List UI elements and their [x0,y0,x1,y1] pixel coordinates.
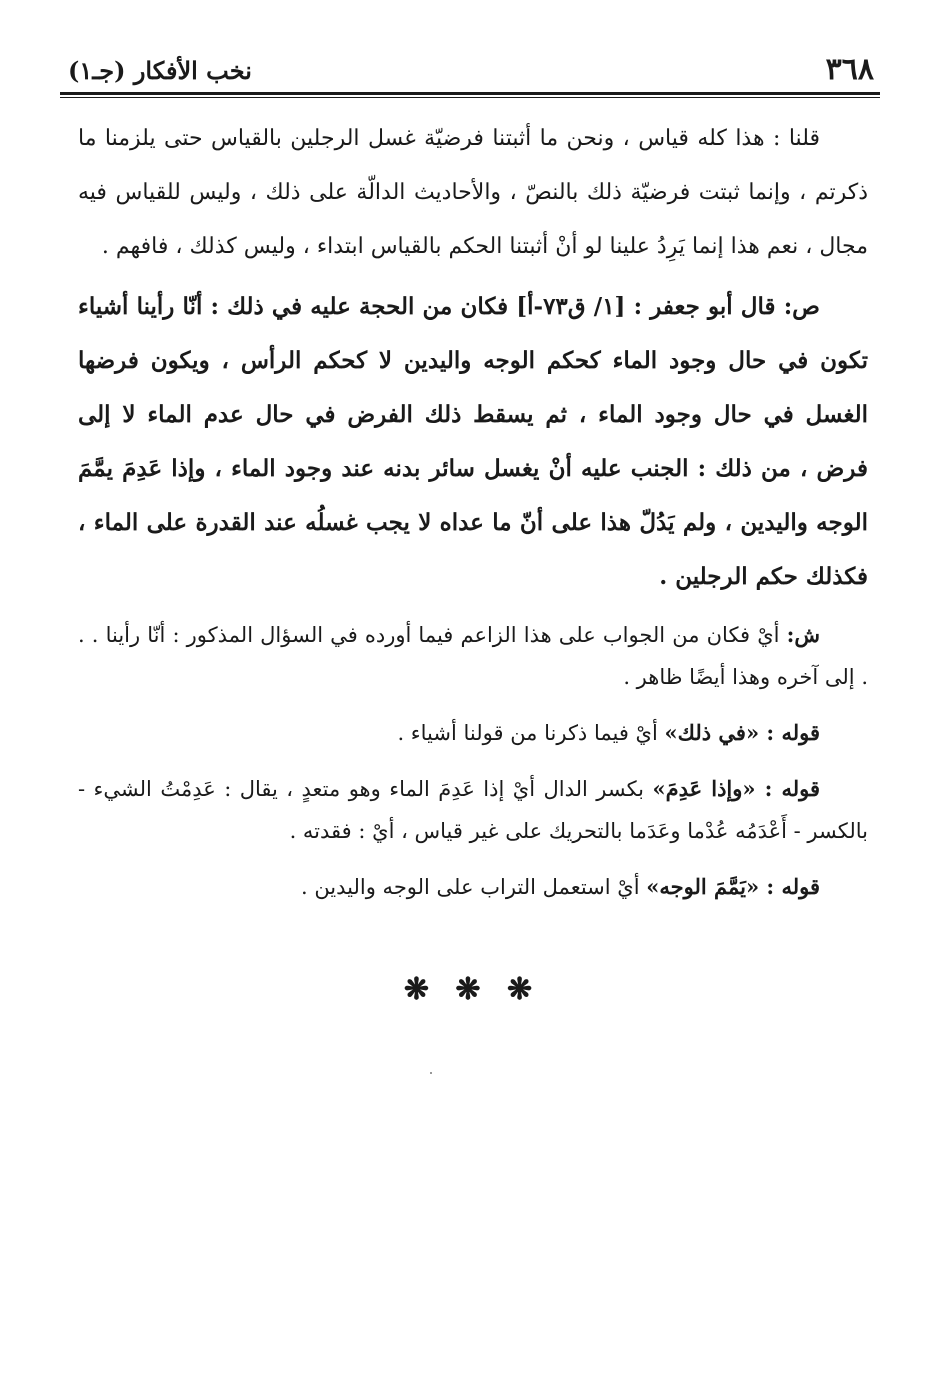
page-header [66,52,876,92]
qawl-label-1: قوله : «في ذلك» [664,720,820,745]
qawl-text-1: أيْ فيما ذكرنا من قولنا أشياء . [397,721,658,745]
scan-speck [430,1072,432,1074]
paragraph-response [78,112,868,274]
page-body [78,112,868,908]
qawl-paragraph-3 [78,866,868,908]
qawl-label-2: قوله : «وإذا عَدِمَ» [652,776,820,801]
sharh-label: ش: [786,622,820,647]
qawl-paragraph-2 [78,768,868,852]
page-number: ٣٦٨ [825,52,874,87]
section-end-ornament: ❋ ❋ ❋ [403,972,541,1007]
qawl-paragraph-1 [78,712,868,754]
header-rule-thin [60,97,880,98]
qawl-label-3: قوله : «يَمَّمَ الوجه» [646,874,820,899]
matn-text: قال أبو جعفر : [١/ ق٧٣-أ] فكان من الحجة عليه في ذلك : أنّا رأينا أشياء تكون في حال وجود الماء كحكم الوجه واليدين لا كحكم الرأس ، ويكون فرضها الغسل في حال وجود الماء ، ثم يسقط ذلك الفرض في حال عدم الماء لا إلى فرض ، من ذلك : الجنب عليه أنْ يغسل سائر بدنه عند وجود الماء ، وإذا عَدِمَ يمَّمَ الوجه واليدين ، ولم يَدُلّ هذا على أنّ ما عداه لا يجب غسلُه عند القدرة على الماء ، فكذلك حكم الرجلين . [78,293,868,590]
paragraph-response-text: قلنا : هذا كله قياس ، ونحن ما أثبتنا فرضيّة غسل الرجلين بالقياس حتى يلزمنا ما ذكرتم ، وإنما ثبتت فرضيّة ذلك بالنصّ ، والأحاديث الدالّة على ذلك ، وليس للقياس فيه مجال ، نعم هذا إنما يَرِدُ علينا لو أنْ أثبتنا الحكم بالقياس ابتداء ، وليس كذلك ، فافهم . [78,126,868,259]
sharh-paragraph [78,614,868,698]
running-title: نخب الأفكار (جـ١) [68,56,252,85]
header-rule [60,92,880,95]
sharh-text: أيْ فكان من الجواب على هذا الزاعم فيما أورده في السؤال المذكور : أنّا رأينا . . . إلى آخره وهذا أيضًا ظاهر . [78,623,868,689]
matn-label: ص: [783,293,820,320]
qawl-text-3: أيْ استعمل التراب على الوجه واليدين . [300,875,640,899]
matn-paragraph [78,280,868,604]
qawl-text-2: بكسر الدال أيْ إذا عَدِمَ الماء وهو متعدٍ ، يقال : عَدِمْتُ الشيء - بالكسر - أَعْدَمُه عُدْما وعَدَما بالتحريك على غير قياس ، أيْ : فقدته . [78,777,868,843]
